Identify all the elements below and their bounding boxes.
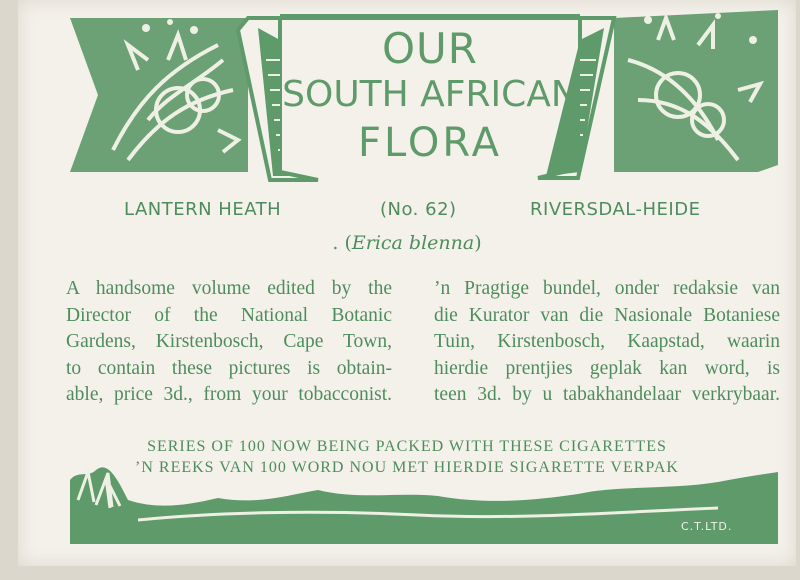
title-line-3: FLORA bbox=[358, 120, 502, 166]
banner-top-rule bbox=[280, 14, 580, 20]
english-line-5: able, price 3d., from your tobacconist. bbox=[66, 384, 392, 405]
afrikaans-line-3: Tuin, Kirstenbosch, Kaapstad, waarin bbox=[434, 331, 780, 352]
afrikaans-line-4: hierdie prentjies geplak kan word, is bbox=[434, 357, 780, 379]
latin-name-line bbox=[18, 232, 796, 254]
latin-suffix: ) bbox=[474, 232, 482, 254]
landscape-hills-icon bbox=[70, 467, 778, 544]
latin-name: Erica blenna bbox=[351, 232, 475, 254]
latin-prefix: . ( bbox=[332, 232, 352, 254]
protea-flower-icon-right bbox=[614, 10, 778, 172]
afrikaans-line-1: ’n Pragtige bundel, onder redaksie van bbox=[434, 278, 780, 299]
series-afrikaans: ’N REEKS VAN 100 WORD NOU MET HIERDIE SIGARETTE VERPAK bbox=[135, 459, 679, 476]
protea-flower-icon-left bbox=[70, 18, 248, 172]
maker-mark: C.T.LTD. bbox=[681, 520, 733, 533]
english-line-2: Director of the National Botanic bbox=[66, 304, 392, 326]
cigarette-card bbox=[18, 0, 796, 566]
afrikaans-line-2: die Kurator van die Nasionale Botaniese bbox=[434, 304, 780, 326]
afrikaans-line-5: teen 3d. by u tabakhandelaar verkrybaar. bbox=[434, 384, 780, 405]
english-line-4: to contain these pictures is obtain- bbox=[66, 357, 392, 379]
afrikaans-name: RIVERSDAL-HEIDE bbox=[530, 199, 701, 220]
english-line-1: A handsome volume edited by the bbox=[66, 278, 392, 299]
english-line-3: Gardens, Kirstenbosch, Cape Town, bbox=[66, 331, 392, 352]
series-english: SERIES OF 100 NOW BEING PACKED WITH THESE CIGARETTES bbox=[147, 438, 667, 455]
english-name: LANTERN HEATH bbox=[124, 199, 282, 220]
card-number: (No. 62) bbox=[380, 199, 457, 220]
english-paragraph bbox=[66, 276, 392, 409]
title-line-2: SOUTH AFRICAN bbox=[282, 74, 578, 115]
title-line-1: OUR bbox=[382, 24, 478, 73]
afrikaans-paragraph bbox=[434, 276, 780, 409]
